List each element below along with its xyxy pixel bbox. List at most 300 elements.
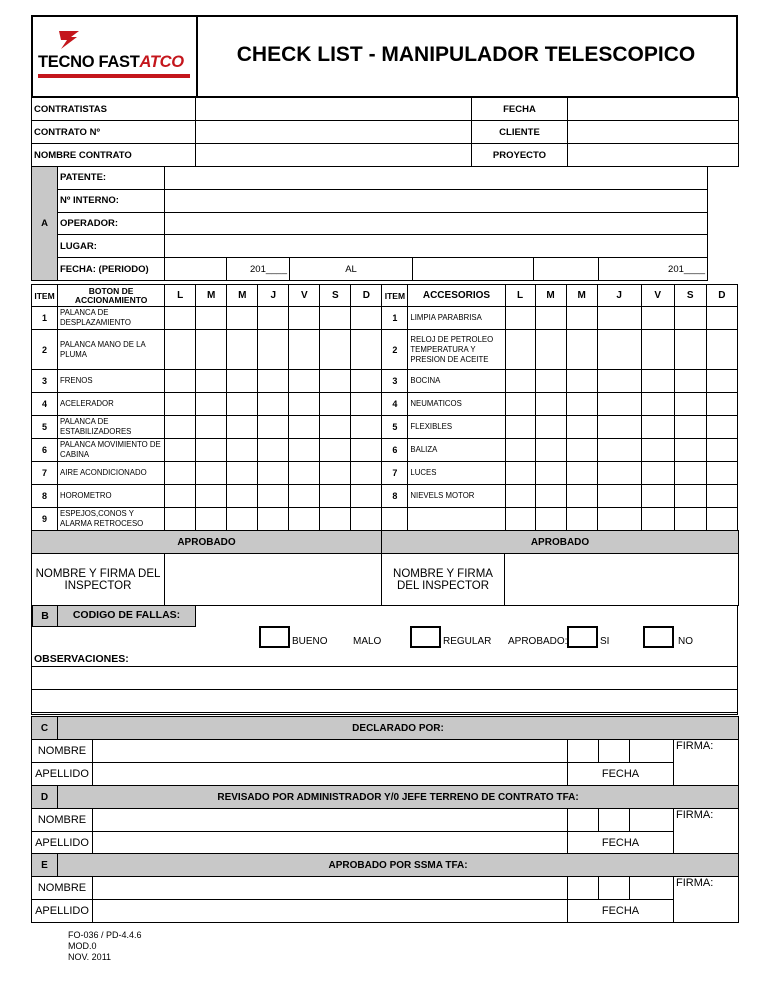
- right-day-check-cell[interactable]: [505, 462, 535, 485]
- right-day-check-cell[interactable]: [706, 462, 737, 485]
- right-day-check-cell[interactable]: [674, 485, 706, 508]
- patente-field[interactable]: [165, 167, 708, 190]
- left-day-check-cell[interactable]: [320, 307, 351, 330]
- checklist-row: [32, 370, 738, 393]
- fault-code-legend: [32, 625, 737, 655]
- fecha-periodo-label: FECHA: (PERIODO): [58, 258, 165, 281]
- fecha-field[interactable]: [568, 98, 739, 121]
- left-item-label: HOROMETRO: [58, 485, 165, 508]
- day-header-right-5: S: [674, 285, 706, 307]
- operador-field[interactable]: [165, 212, 708, 235]
- firma-field[interactable]: FIRMA:: [674, 877, 739, 923]
- contract-info-table: [31, 97, 739, 167]
- left-section-title: BOTON DE ACCIONAMIENTO: [58, 285, 165, 307]
- day-header-right-1: M: [535, 285, 566, 307]
- right-item-label: LUCES: [408, 462, 505, 485]
- proyecto-field[interactable]: [568, 144, 739, 167]
- right-day-check-cell[interactable]: [597, 330, 641, 370]
- day-header-left-1: M: [196, 285, 227, 307]
- codigo-fallas-label: CODIGO DE FALLAS:: [57, 605, 196, 627]
- day-header-right-2: M: [566, 285, 597, 307]
- document-footer: [68, 930, 142, 963]
- approval-table: [31, 530, 739, 606]
- bueno-checkbox[interactable]: [259, 626, 290, 648]
- left-item-number: 9: [32, 508, 58, 531]
- signoff-nombre-row: [32, 877, 739, 900]
- no-label: NO: [678, 636, 693, 647]
- left-day-check-cell[interactable]: [351, 307, 382, 330]
- apellido-field[interactable]: [93, 900, 568, 923]
- right-day-check-cell[interactable]: [505, 508, 535, 531]
- left-day-check-cell[interactable]: [320, 508, 351, 531]
- right-day-check-cell[interactable]: [535, 393, 566, 416]
- left-day-check-cell[interactable]: [258, 416, 289, 439]
- right-day-check-cell[interactable]: [597, 393, 641, 416]
- contratistas-field[interactable]: [196, 98, 472, 121]
- aprobado-left-header: APROBADO: [32, 531, 382, 554]
- left-day-check-cell[interactable]: [227, 370, 258, 393]
- day-header-right-0: L: [505, 285, 535, 307]
- section-b: [31, 605, 738, 715]
- logo-underline: [38, 74, 190, 78]
- section-a-letter: A: [32, 167, 58, 281]
- right-item-number: 3: [382, 370, 408, 393]
- checklist-row: [32, 485, 738, 508]
- right-day-check-cell[interactable]: [706, 508, 737, 531]
- checklist-row: [32, 307, 738, 330]
- right-item-label: [408, 508, 505, 531]
- left-day-check-cell[interactable]: [351, 330, 382, 370]
- right-day-check-cell[interactable]: [674, 307, 706, 330]
- checklist-row: [32, 439, 738, 462]
- page-title: CHECK LIST - MANIPULADOR TELESCOPICO: [236, 43, 696, 66]
- left-day-check-cell[interactable]: [351, 508, 382, 531]
- right-day-check-cell[interactable]: [641, 485, 674, 508]
- signoff-header-row: [32, 786, 739, 809]
- left-day-check-cell[interactable]: [227, 393, 258, 416]
- left-day-check-cell[interactable]: [258, 307, 289, 330]
- right-day-check-cell[interactable]: [674, 330, 706, 370]
- right-day-check-cell[interactable]: [566, 393, 597, 416]
- apellido-label: APELLIDO: [32, 763, 93, 786]
- left-item-label: PALANCA DE ESTABILIZADORES: [58, 416, 165, 439]
- observaciones-label: OBSERVACIONES:: [34, 653, 129, 665]
- right-day-check-cell[interactable]: [597, 439, 641, 462]
- day-header-left-0: L: [165, 285, 196, 307]
- date-month-cell[interactable]: [599, 877, 630, 900]
- left-day-check-cell[interactable]: [196, 393, 227, 416]
- left-day-check-cell[interactable]: [165, 370, 196, 393]
- right-day-check-cell[interactable]: [505, 330, 535, 370]
- left-day-check-cell[interactable]: [258, 462, 289, 485]
- item-header-left: ITEM: [32, 285, 58, 307]
- right-day-check-cell[interactable]: [597, 307, 641, 330]
- apellido-field[interactable]: [93, 763, 568, 786]
- observaciones-line-2[interactable]: [32, 689, 737, 690]
- right-day-check-cell[interactable]: [674, 508, 706, 531]
- left-day-check-cell[interactable]: [351, 439, 382, 462]
- apellido-label: APELLIDO: [32, 832, 93, 855]
- fecha-label: FECHA: [568, 763, 674, 786]
- left-item-label: ACELERADOR: [58, 393, 165, 416]
- left-day-check-cell[interactable]: [227, 439, 258, 462]
- date-year-cell[interactable]: [630, 740, 674, 763]
- inspector-left-signature[interactable]: [165, 554, 382, 606]
- left-item-label: PALANCA MOVIMIENTO DE CABINA: [58, 439, 165, 462]
- left-day-check-cell[interactable]: [196, 370, 227, 393]
- left-day-check-cell[interactable]: [351, 462, 382, 485]
- right-day-check-cell[interactable]: [597, 416, 641, 439]
- logo-wordmark: TECNO FASTATCO: [38, 53, 184, 71]
- signoff-letter: C: [32, 717, 58, 740]
- right-item-number: [382, 508, 408, 531]
- left-item-number: 3: [32, 370, 58, 393]
- nombre-label: NOMBRE: [32, 809, 93, 832]
- right-item-label: BOCINA: [408, 370, 505, 393]
- signoff-header-row: [32, 854, 739, 877]
- right-item-number: 4: [382, 393, 408, 416]
- observaciones-line-1[interactable]: [32, 666, 737, 667]
- left-day-check-cell[interactable]: [258, 370, 289, 393]
- date-day-cell[interactable]: [568, 877, 599, 900]
- malo-checkbox[interactable]: [410, 626, 441, 648]
- right-day-check-cell[interactable]: [706, 307, 737, 330]
- left-day-check-cell[interactable]: [289, 485, 320, 508]
- checklist-row: [32, 330, 738, 370]
- right-day-check-cell[interactable]: [505, 393, 535, 416]
- left-day-check-cell[interactable]: [258, 393, 289, 416]
- left-item-label: ESPEJOS,CONOS Y ALARMA RETROCESO: [58, 508, 165, 531]
- signoff-section-c: [31, 716, 739, 786]
- left-item-number: 8: [32, 485, 58, 508]
- right-day-check-cell[interactable]: [566, 370, 597, 393]
- right-item-number: 2: [382, 330, 408, 370]
- right-item-number: 8: [382, 485, 408, 508]
- right-day-check-cell[interactable]: [674, 439, 706, 462]
- inspector-right-signature[interactable]: [505, 554, 739, 606]
- checklist-row: [32, 416, 738, 439]
- left-item-label: FRENOS: [58, 370, 165, 393]
- left-day-check-cell[interactable]: [258, 330, 289, 370]
- left-day-check-cell[interactable]: [351, 393, 382, 416]
- left-day-check-cell[interactable]: [165, 416, 196, 439]
- left-day-check-cell[interactable]: [165, 393, 196, 416]
- right-item-label: NEUMATICOS: [408, 393, 505, 416]
- contrato-label: CONTRATO Nº: [32, 121, 196, 144]
- checklist-row: [32, 508, 738, 531]
- right-day-check-cell[interactable]: [706, 330, 737, 370]
- signoff-title: APROBADO POR SSMA TFA:: [58, 854, 739, 877]
- interno-field[interactable]: [165, 189, 708, 212]
- interno-label: Nº INTERNO:: [58, 189, 165, 212]
- left-day-check-cell[interactable]: [165, 330, 196, 370]
- right-day-check-cell[interactable]: [706, 370, 737, 393]
- left-day-check-cell[interactable]: [196, 439, 227, 462]
- signoff-section-d: [31, 785, 739, 855]
- lugar-field[interactable]: [165, 235, 708, 258]
- periodo-al-label: AL: [290, 258, 413, 281]
- left-day-check-cell[interactable]: [258, 485, 289, 508]
- left-day-check-cell[interactable]: [351, 485, 382, 508]
- day-header-left-6: D: [351, 285, 382, 307]
- left-day-check-cell[interactable]: [165, 462, 196, 485]
- right-day-check-cell[interactable]: [566, 485, 597, 508]
- signoff-section-e: [31, 853, 739, 923]
- right-day-check-cell[interactable]: [674, 462, 706, 485]
- right-day-check-cell[interactable]: [505, 307, 535, 330]
- right-day-check-cell[interactable]: [535, 307, 566, 330]
- aprobado-label: APROBADO:: [508, 636, 568, 647]
- periodo-year-to[interactable]: 201____: [599, 258, 708, 281]
- fecha-label: FECHA: [472, 98, 568, 121]
- left-day-check-cell[interactable]: [320, 439, 351, 462]
- right-item-label: NIEVELS MOTOR: [408, 485, 505, 508]
- right-day-check-cell[interactable]: [641, 439, 674, 462]
- left-day-check-cell[interactable]: [289, 370, 320, 393]
- day-header-left-4: V: [289, 285, 320, 307]
- right-section-title: ACCESORIOS: [408, 285, 505, 307]
- signoff-nombre-row: [32, 740, 739, 763]
- observaciones-line-3[interactable]: [32, 712, 737, 713]
- nombre-field[interactable]: [93, 809, 568, 832]
- left-day-check-cell[interactable]: [196, 416, 227, 439]
- fecha-label: FECHA: [568, 832, 674, 855]
- right-day-check-cell[interactable]: [674, 370, 706, 393]
- right-day-check-cell[interactable]: [597, 462, 641, 485]
- checklist-header-row: [32, 285, 738, 307]
- bueno-label: BUENO: [292, 636, 328, 647]
- nombre-field[interactable]: [93, 877, 568, 900]
- left-day-check-cell[interactable]: [227, 462, 258, 485]
- operador-label: OPERADOR:: [58, 212, 165, 235]
- firma-field[interactable]: FIRMA:: [674, 740, 739, 786]
- checklist-row: [32, 462, 738, 485]
- right-day-check-cell[interactable]: [706, 439, 737, 462]
- right-item-label: RELOJ DE PETROLEO TEMPERATURA Y PRESION DE ACEITE: [408, 330, 505, 370]
- right-day-check-cell[interactable]: [641, 393, 674, 416]
- company-logo: [33, 17, 198, 96]
- left-day-check-cell[interactable]: [227, 307, 258, 330]
- right-day-check-cell[interactable]: [505, 416, 535, 439]
- contrato-field[interactable]: [196, 121, 472, 144]
- right-day-check-cell[interactable]: [641, 307, 674, 330]
- left-day-check-cell[interactable]: [165, 439, 196, 462]
- periodo-month-to[interactable]: [534, 258, 599, 281]
- left-item-label: PALANCA MANO DE LA PLUMA: [58, 330, 165, 370]
- right-day-check-cell[interactable]: [641, 462, 674, 485]
- left-day-check-cell[interactable]: [165, 508, 196, 531]
- right-day-check-cell[interactable]: [641, 508, 674, 531]
- right-item-number: 1: [382, 307, 408, 330]
- periodo-day-from[interactable]: [165, 258, 227, 281]
- signoff-title: DECLARADO POR:: [58, 717, 739, 740]
- right-day-check-cell[interactable]: [597, 485, 641, 508]
- left-day-check-cell[interactable]: [289, 508, 320, 531]
- right-day-check-cell[interactable]: [566, 307, 597, 330]
- right-day-check-cell[interactable]: [641, 370, 674, 393]
- right-day-check-cell[interactable]: [674, 393, 706, 416]
- right-item-number: 7: [382, 462, 408, 485]
- checklist-table: [31, 284, 738, 531]
- left-item-number: 1: [32, 307, 58, 330]
- left-day-check-cell[interactable]: [227, 485, 258, 508]
- right-item-number: 6: [382, 439, 408, 462]
- no-checkbox[interactable]: [643, 626, 674, 648]
- left-day-check-cell[interactable]: [289, 416, 320, 439]
- apellido-field[interactable]: [93, 832, 568, 855]
- inspector-right-label: NOMBRE Y FIRMA DEL INSPECTOR: [382, 554, 505, 606]
- right-day-check-cell[interactable]: [566, 462, 597, 485]
- right-item-label: LIMPIA PARABRISA: [408, 307, 505, 330]
- inspector-left-label: NOMBRE Y FIRMA DEL INSPECTOR: [32, 554, 165, 606]
- signoff-apellido-row: [32, 763, 739, 786]
- cliente-field[interactable]: [568, 121, 739, 144]
- section-b-letter: B: [32, 605, 58, 627]
- contratistas-label: CONTRATISTAS: [32, 98, 196, 121]
- left-day-check-cell[interactable]: [196, 462, 227, 485]
- left-item-number: 5: [32, 416, 58, 439]
- left-item-number: 7: [32, 462, 58, 485]
- left-day-check-cell[interactable]: [351, 370, 382, 393]
- apellido-label: APELLIDO: [32, 900, 93, 923]
- right-day-check-cell[interactable]: [706, 485, 737, 508]
- right-day-check-cell[interactable]: [566, 439, 597, 462]
- signoff-title: REVISADO POR ADMINISTRADOR Y/0 JEFE TERRENO DE CONTRATO TFA:: [58, 786, 739, 809]
- left-day-check-cell[interactable]: [196, 330, 227, 370]
- left-day-check-cell[interactable]: [289, 462, 320, 485]
- regular-label: REGULAR: [443, 636, 492, 647]
- checklist-row: [32, 393, 738, 416]
- left-day-check-cell[interactable]: [227, 416, 258, 439]
- right-day-check-cell[interactable]: [505, 439, 535, 462]
- left-day-check-cell[interactable]: [196, 508, 227, 531]
- patente-label: PATENTE:: [58, 167, 165, 190]
- right-day-check-cell[interactable]: [535, 439, 566, 462]
- day-header-left-3: J: [258, 285, 289, 307]
- right-item-label: BALIZA: [408, 439, 505, 462]
- left-day-check-cell[interactable]: [196, 307, 227, 330]
- periodo-year-from[interactable]: 201____: [227, 258, 290, 281]
- left-item-label: AIRE ACONDICIONADO: [58, 462, 165, 485]
- form-code: FO-036 / PD-4.4.6: [68, 930, 142, 940]
- date-day-cell[interactable]: [568, 740, 599, 763]
- malo-label: MALO: [353, 636, 382, 647]
- nombre-contrato-field[interactable]: [196, 144, 472, 167]
- right-day-check-cell[interactable]: [535, 370, 566, 393]
- nombre-label: NOMBRE: [32, 740, 93, 763]
- left-day-check-cell[interactable]: [227, 330, 258, 370]
- form-revision: MOD.0: [68, 941, 97, 951]
- left-day-check-cell[interactable]: [320, 485, 351, 508]
- logo-swoosh-icon: [55, 29, 83, 51]
- fecha-label: FECHA: [568, 900, 674, 923]
- right-day-check-cell[interactable]: [566, 508, 597, 531]
- left-day-check-cell[interactable]: [289, 439, 320, 462]
- right-day-check-cell[interactable]: [505, 370, 535, 393]
- right-day-check-cell[interactable]: [505, 485, 535, 508]
- date-day-cell[interactable]: [568, 809, 599, 832]
- right-day-check-cell[interactable]: [566, 330, 597, 370]
- date-month-cell[interactable]: [599, 740, 630, 763]
- right-day-check-cell[interactable]: [535, 485, 566, 508]
- right-day-check-cell[interactable]: [597, 370, 641, 393]
- left-day-check-cell[interactable]: [196, 485, 227, 508]
- si-label: SI: [600, 636, 610, 647]
- right-item-number: 5: [382, 416, 408, 439]
- left-day-check-cell[interactable]: [320, 370, 351, 393]
- right-day-check-cell[interactable]: [535, 416, 566, 439]
- date-month-cell[interactable]: [599, 809, 630, 832]
- right-day-check-cell[interactable]: [566, 416, 597, 439]
- day-header-left-5: S: [320, 285, 351, 307]
- left-day-check-cell[interactable]: [165, 307, 196, 330]
- right-day-check-cell[interactable]: [535, 508, 566, 531]
- signoff-header-row: [32, 717, 739, 740]
- day-header-left-2: M: [227, 285, 258, 307]
- right-day-check-cell[interactable]: [641, 330, 674, 370]
- form-header: [31, 15, 738, 98]
- left-day-check-cell[interactable]: [320, 462, 351, 485]
- day-header-right-6: D: [706, 285, 737, 307]
- right-day-check-cell[interactable]: [706, 393, 737, 416]
- date-year-cell[interactable]: [630, 877, 674, 900]
- si-checkbox[interactable]: [567, 626, 598, 648]
- left-day-check-cell[interactable]: [258, 439, 289, 462]
- nombre-field[interactable]: [93, 740, 568, 763]
- left-item-number: 6: [32, 439, 58, 462]
- day-header-right-4: V: [641, 285, 674, 307]
- item-header-right: ITEM: [382, 285, 408, 307]
- left-day-check-cell[interactable]: [351, 416, 382, 439]
- proyecto-label: PROYECTO: [472, 144, 568, 167]
- left-day-check-cell[interactable]: [289, 393, 320, 416]
- date-year-cell[interactable]: [630, 809, 674, 832]
- left-day-check-cell[interactable]: [165, 485, 196, 508]
- left-day-check-cell[interactable]: [320, 416, 351, 439]
- right-day-check-cell[interactable]: [641, 416, 674, 439]
- left-day-check-cell[interactable]: [258, 508, 289, 531]
- right-day-check-cell[interactable]: [535, 462, 566, 485]
- nombre-contrato-label: NOMBRE CONTRATO: [32, 144, 196, 167]
- left-day-check-cell[interactable]: [320, 330, 351, 370]
- signoff-nombre-row: [32, 809, 739, 832]
- aprobado-right-header: APROBADO: [382, 531, 739, 554]
- left-day-check-cell[interactable]: [320, 393, 351, 416]
- right-day-check-cell[interactable]: [674, 416, 706, 439]
- periodo-day-to[interactable]: [413, 258, 534, 281]
- signoff-apellido-row: [32, 832, 739, 855]
- cliente-label: CLIENTE: [472, 121, 568, 144]
- nombre-label: NOMBRE: [32, 877, 93, 900]
- right-day-check-cell[interactable]: [535, 330, 566, 370]
- left-day-check-cell[interactable]: [227, 508, 258, 531]
- left-day-check-cell[interactable]: [289, 307, 320, 330]
- right-day-check-cell[interactable]: [706, 416, 737, 439]
- left-item-number: 2: [32, 330, 58, 370]
- signoff-letter: D: [32, 786, 58, 809]
- left-day-check-cell[interactable]: [289, 330, 320, 370]
- form-date: NOV. 2011: [68, 952, 112, 962]
- firma-field[interactable]: FIRMA:: [674, 809, 739, 855]
- signoff-letter: E: [32, 854, 58, 877]
- left-item-number: 4: [32, 393, 58, 416]
- day-header-right-3: J: [597, 285, 641, 307]
- right-day-check-cell[interactable]: [597, 508, 641, 531]
- section-a-table: [31, 166, 708, 281]
- lugar-label: LUGAR:: [58, 235, 165, 258]
- signoff-apellido-row: [32, 900, 739, 923]
- left-item-label: PALANCA DE DESPLAZAMIENTO: [58, 307, 165, 330]
